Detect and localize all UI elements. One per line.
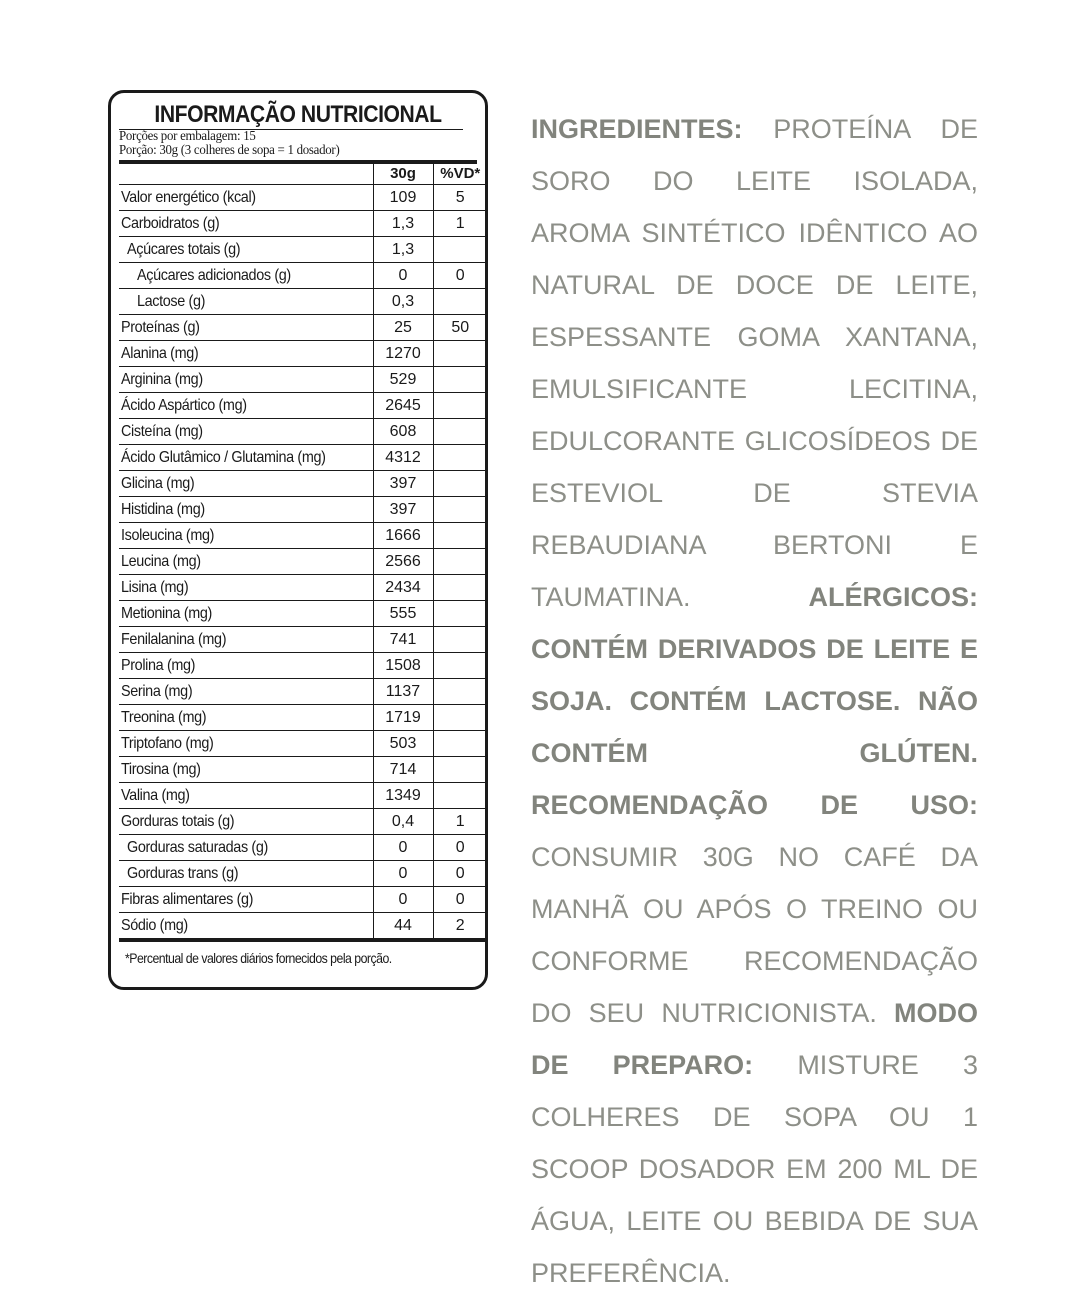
table-row [119,341,487,367]
table-row [119,289,487,315]
nutrient-daily-value [433,679,487,705]
footnote-text: *Percentual de valores diários fornecidos pela porção. [125,950,392,966]
nutrient-value: 1666 [373,523,433,549]
nutrition-table [119,164,487,942]
nutrient-value: 608 [373,419,433,445]
nutrient-daily-value [433,393,487,419]
table-row [119,887,487,913]
nutrient-name [119,263,373,289]
nutrient-name [119,913,373,941]
table-row [119,393,487,419]
nutrient-daily-value [433,471,487,497]
table-row [119,913,487,941]
nutrient-name-text: Carboidratos (g) [121,214,220,232]
nutrient-name [119,237,373,263]
nutrient-value: 1,3 [373,237,433,263]
nutrient-name-text: Açúcares adicionados (g) [137,266,291,284]
nutrient-daily-value [433,705,487,731]
nutrient-name [119,185,373,211]
nutrient-value: 0,4 [373,809,433,835]
nutrient-value: 0 [373,835,433,861]
nutrient-name [119,731,373,757]
nutrient-value: 1719 [373,705,433,731]
nutrient-daily-value [433,783,487,809]
nutrient-daily-value [433,497,487,523]
table-row [119,835,487,861]
table-row [119,653,487,679]
nutrient-value: 0 [373,263,433,289]
table-row [119,757,487,783]
table-row [119,549,487,575]
nutrient-daily-value [433,523,487,549]
nutrient-name [119,549,373,575]
nutrient-name [119,809,373,835]
nutrient-value: 741 [373,627,433,653]
nutrient-daily-value [433,575,487,601]
nutrient-daily-value: 1 [433,809,487,835]
nutrient-value: 0 [373,887,433,913]
nutrient-value: 1508 [373,653,433,679]
nutrient-name [119,445,373,471]
ingredients-body: PROTEÍNA DE SORO DO LEITE ISOLADA, AROMA SINTÉTICO IDÊNTICO AO NATURAL DE DOCE DE LEITE, ESPESSANTE GOMA XANTANA, EMULSIFICANTE LECITINA, EDULCORANTE GLICOSÍDEOS DE ESTEVIOL DE STEVIA REBAUDIANA BERTONI E TAUMATINA. [531,114,978,612]
nutrient-daily-value [433,627,487,653]
nutrient-daily-value: 0 [433,263,487,289]
nutrient-name-text: Prolina (mg) [121,656,196,674]
nutrient-value: 397 [373,497,433,523]
nutrient-name-text: Ácido Glutâmico / Glutamina (mg) [121,448,326,466]
nutrient-name-text: Glicina (mg) [121,474,195,492]
nutrient-name-text: Histidina (mg) [121,500,205,518]
nutrient-name-text: Proteínas (g) [121,318,200,336]
prep-heading: MODO DE PREPARO: [531,998,978,1080]
nutrient-daily-value: 2 [433,913,487,941]
nutrition-facts-panel [108,90,488,990]
nutrient-name-text: Fenilalanina (mg) [121,630,227,648]
allergens-text: ALÉRGICOS: CONTÉM DERIVADOS DE LEITE E SOJA. CONTÉM LACTOSE. NÃO CONTÉM GLÚTEN. [531,582,978,768]
table-row [119,445,487,471]
nutrient-name [119,315,373,341]
nutrient-name [119,861,373,887]
nutrition-title: INFORMAÇÃO NUTRICIONAL [154,101,442,128]
table-row [119,705,487,731]
nutrient-name-text: Ácido Aspártico (mg) [121,396,247,414]
header-amount: 30g [373,164,433,185]
serving-info [119,130,477,158]
nutrient-name-text: Alanina (mg) [121,344,199,362]
servings-per-package: Porções por embalagem: 15 [119,129,256,144]
table-row [119,783,487,809]
ingredients-heading: INGREDIENTES: [531,114,743,144]
nutrient-value: 1349 [373,783,433,809]
product-description [531,103,978,1299]
nutrient-name [119,653,373,679]
nutrient-value: 2645 [373,393,433,419]
table-row [119,679,487,705]
nutrient-name-text: Açúcares totais (g) [127,240,241,258]
header-daily-value: %VD* [433,164,487,185]
nutrient-value: 503 [373,731,433,757]
nutrient-daily-value: 0 [433,835,487,861]
nutrient-name [119,367,373,393]
nutrient-daily-value [433,731,487,757]
table-row [119,419,487,445]
nutrient-value: 2434 [373,575,433,601]
nutrient-value: 714 [373,757,433,783]
nutrient-name [119,211,373,237]
table-row [119,497,487,523]
table-row [119,627,487,653]
table-row [119,263,487,289]
nutrient-name-text: Gorduras trans (g) [127,864,239,882]
header-blank [119,164,373,185]
nutrient-name-text: Triptofano (mg) [121,734,214,752]
nutrient-name [119,705,373,731]
nutrient-name [119,757,373,783]
nutrient-daily-value: 0 [433,861,487,887]
table-row [119,315,487,341]
nutrient-name-text: Fibras alimentares (g) [121,890,254,908]
nutrient-value: 397 [373,471,433,497]
nutrient-value: 1137 [373,679,433,705]
nutrient-name [119,523,373,549]
nutrient-daily-value [433,341,487,367]
nutrient-name-text: Metionina (mg) [121,604,212,622]
nutrient-name [119,601,373,627]
nutrient-name-text: Arginina (mg) [121,370,203,388]
nutrient-name-text: Valina (mg) [121,786,190,804]
nutrient-value: 0 [373,861,433,887]
nutrient-name-text: Sódio (mg) [121,916,188,934]
prep-body: MISTURE 3 COLHERES DE SOPA OU 1 SCOOP DOSADOR EM 200 ML DE ÁGUA, LEITE OU BEBIDA DE SUA PREFERÊNCIA. [531,1050,978,1288]
nutrient-name [119,679,373,705]
table-row [119,575,487,601]
nutrient-daily-value [433,549,487,575]
nutrient-value: 0,3 [373,289,433,315]
nutrient-name [119,341,373,367]
nutrient-name [119,419,373,445]
nutrient-daily-value [433,601,487,627]
nutrient-name-text: Tirosina (mg) [121,760,201,778]
nutrient-daily-value [433,757,487,783]
table-row [119,523,487,549]
nutrient-name [119,575,373,601]
nutrient-name [119,783,373,809]
nutrient-value: 555 [373,601,433,627]
nutrient-name-text: Serina (mg) [121,682,193,700]
nutrient-name [119,393,373,419]
nutrient-name-text: Isoleucina (mg) [121,526,215,544]
nutrient-daily-value [433,445,487,471]
nutrient-value: 529 [373,367,433,393]
nutrient-daily-value [433,237,487,263]
table-row [119,471,487,497]
nutrient-name [119,835,373,861]
table-row [119,237,487,263]
nutrient-name-text: Valor energético (kcal) [121,188,256,206]
nutrient-name [119,497,373,523]
nutrient-daily-value [433,289,487,315]
table-row [119,367,487,393]
table-row [119,809,487,835]
nutrient-name-text: Gorduras totais (g) [121,812,235,830]
serving-size: Porção: 30g (3 colheres de sopa = 1 dosador) [119,143,340,158]
nutrient-value: 4312 [373,445,433,471]
table-row [119,731,487,757]
nutrient-name-text: Leucina (mg) [121,552,201,570]
nutrient-name-text: Treonina (mg) [121,708,207,726]
nutrient-value: 25 [373,315,433,341]
table-row [119,185,487,211]
nutrient-value: 109 [373,185,433,211]
table-row [119,861,487,887]
footnote [119,950,477,966]
nutrient-value: 1270 [373,341,433,367]
table-header-row [119,164,487,185]
nutrient-value: 2566 [373,549,433,575]
nutrient-value: 44 [373,913,433,941]
table-row [119,211,487,237]
nutrient-name [119,289,373,315]
usage-heading: RECOMENDAÇÃO DE USO: [531,790,978,820]
nutrient-daily-value: 0 [433,887,487,913]
nutrient-name-text: Gorduras saturadas (g) [127,838,268,856]
nutrient-daily-value: 50 [433,315,487,341]
usage-body: CONSUMIR 30G NO CAFÉ DA MANHÃ OU APÓS O TREINO OU CONFORME RECOMENDAÇÃO DO SEU NUTRICIONISTA. [531,842,978,1028]
nutrient-daily-value [433,419,487,445]
nutrient-daily-value [433,367,487,393]
nutrient-value: 1,3 [373,211,433,237]
table-row [119,601,487,627]
nutrient-daily-value: 5 [433,185,487,211]
nutrient-name-text: Cisteína (mg) [121,422,203,440]
nutrient-daily-value: 1 [433,211,487,237]
nutrient-name [119,627,373,653]
nutrient-name-text: Lisina (mg) [121,578,189,596]
nutrient-name [119,471,373,497]
nutrient-daily-value [433,653,487,679]
nutrient-name [119,887,373,913]
nutrient-name-text: Lactose (g) [137,292,206,310]
